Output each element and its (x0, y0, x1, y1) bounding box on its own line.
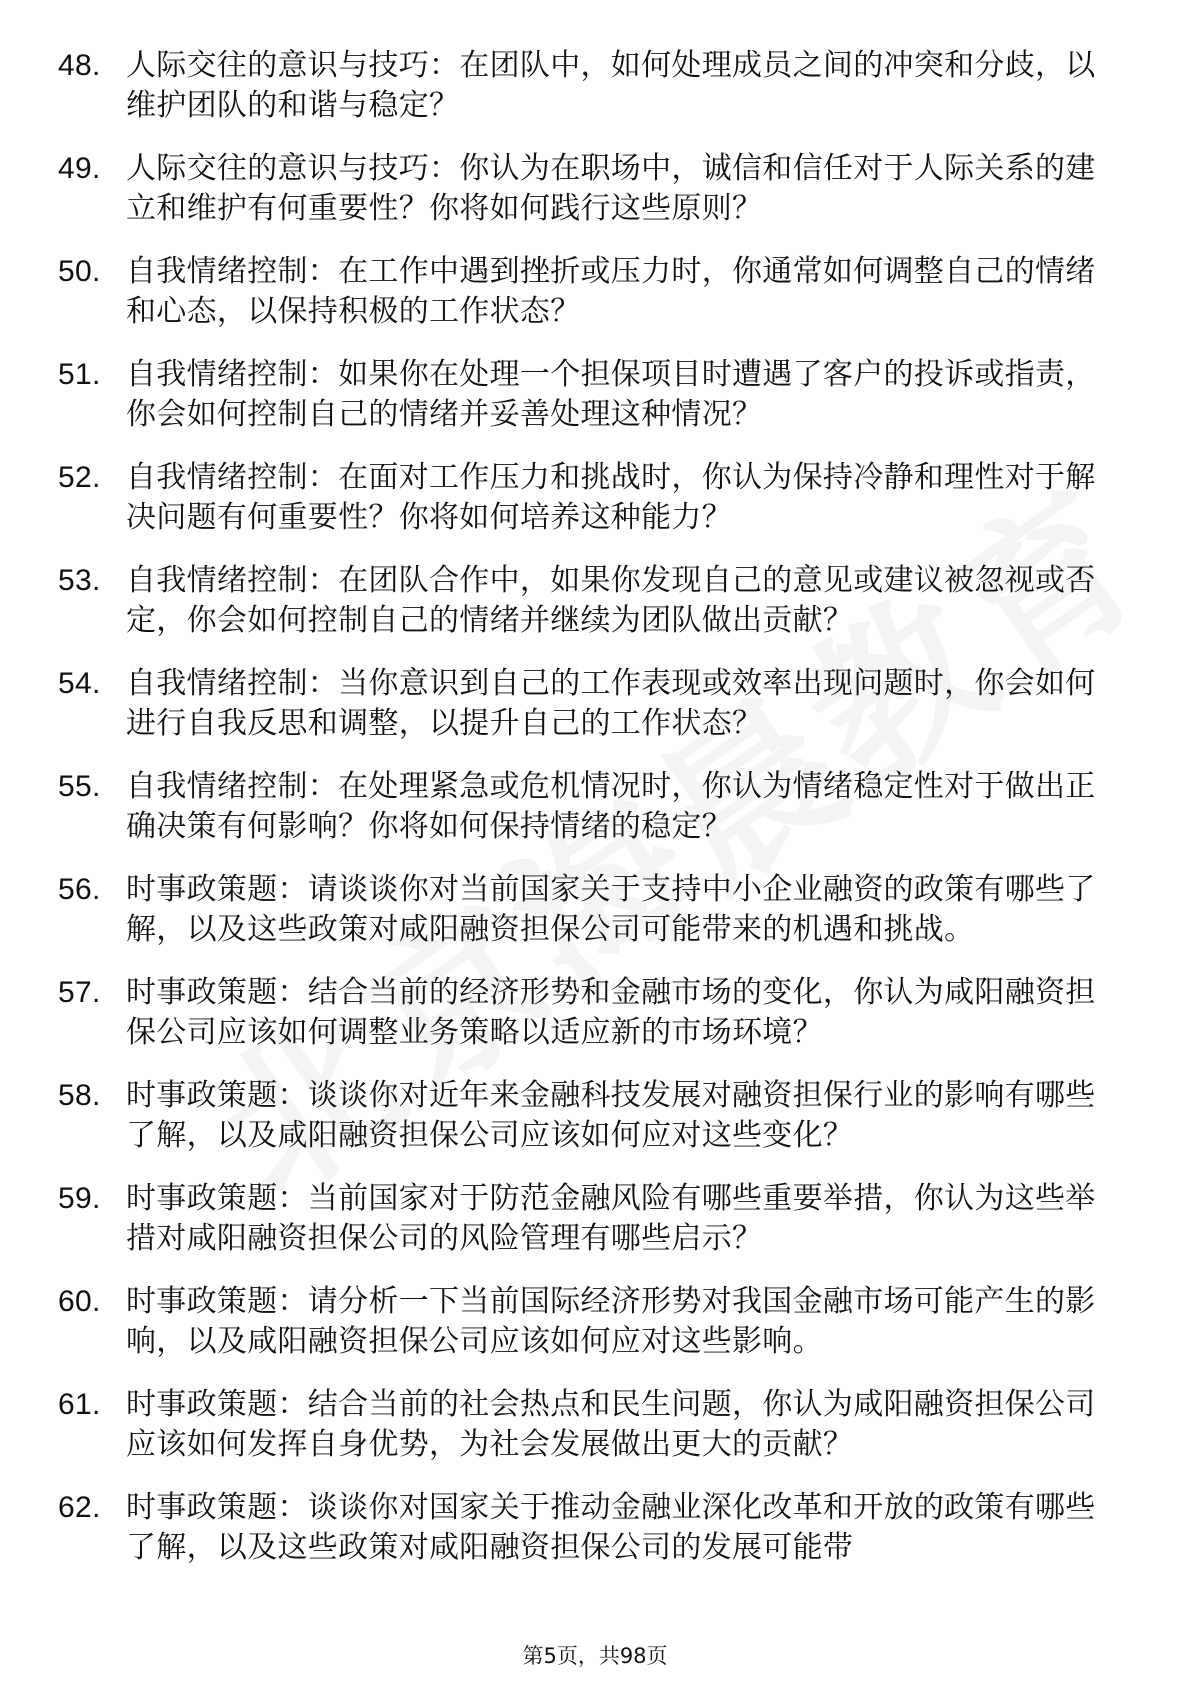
question-number: 53. (58, 564, 101, 597)
question-item (58, 664, 1108, 744)
question-item (58, 1282, 1108, 1362)
question-text: 时事政策题：请谈谈你对当前国家关于支持中小企业融资的政策有哪些了解，以及这些政策对咸阳融资担保公司可能带来的机遇和挑战。 (126, 872, 1096, 947)
question-number: 58. (58, 1079, 101, 1112)
question-item (58, 46, 1108, 126)
page-footer: 第5页，共98页 (522, 1644, 668, 1668)
question-text: 自我情绪控制：当你意识到自己的工作表现或效率出现问题时，你会如何进行自我反思和调整，以提升自己的工作状态？ (126, 666, 1096, 741)
question-item (58, 252, 1108, 332)
question-item (58, 767, 1108, 847)
question-item (58, 458, 1108, 538)
question-text: 时事政策题：结合当前的社会热点和民生问题，你认为咸阳融资担保公司应该如何发挥自身优势，为社会发展做出更大的贡献？ (126, 1387, 1096, 1462)
question-list (58, 46, 1108, 1591)
question-number: 49. (58, 152, 101, 185)
question-item (58, 149, 1108, 229)
question-number: 57. (58, 976, 101, 1009)
question-text: 人际交往的意识与技巧：在团队中，如何处理成员之间的冲突和分歧，以维护团队的和谐与稳定？ (126, 48, 1096, 123)
question-item (58, 561, 1108, 641)
question-text: 时事政策题：谈谈你对国家关于推动金融业深化改革和开放的政策有哪些了解，以及这些政策对咸阳融资担保公司的发展可能带 (126, 1490, 1096, 1565)
question-number: 60. (58, 1285, 101, 1318)
question-number: 59. (58, 1182, 101, 1215)
question-number: 48. (58, 49, 101, 82)
question-text: 时事政策题：谈谈你对近年来金融科技发展对融资担保行业的影响有哪些了解，以及咸阳融资担保公司应该如何应对这些变化？ (126, 1078, 1096, 1153)
question-number: 56. (58, 873, 101, 906)
question-text: 自我情绪控制：在团队合作中，如果你发现自己的意见或建议被忽视或否定，你会如何控制自己的情绪并继续为团队做出贡献？ (126, 563, 1096, 638)
question-item (58, 1179, 1108, 1259)
question-text: 自我情绪控制：在工作中遇到挫折或压力时，你通常如何调整自己的情绪和心态，以保持积极的工作状态？ (126, 254, 1096, 329)
question-text: 自我情绪控制：在面对工作压力和挑战时，你认为保持冷静和理性对于解决问题有何重要性？你将如何培养这种能力？ (126, 460, 1096, 535)
question-text: 时事政策题：请分析一下当前国际经济形势对我国金融市场可能产生的影响，以及咸阳融资担保公司应该如何应对这些影响。 (126, 1284, 1096, 1359)
question-item (58, 870, 1108, 950)
question-number: 61. (58, 1388, 101, 1421)
question-text: 时事政策题：当前国家对于防范金融风险有哪些重要举措，你认为这些举措对咸阳融资担保公司的风险管理有哪些启示？ (126, 1181, 1096, 1256)
question-number: 54. (58, 667, 101, 700)
question-number: 51. (58, 358, 101, 391)
question-item (58, 355, 1108, 435)
question-text: 自我情绪控制：如果你在处理一个担保项目时遭遇了客户的投诉或指责，你会如何控制自己的情绪并妥善处理这种情况？ (126, 357, 1096, 432)
question-text: 自我情绪控制：在处理紧急或危机情况时，你认为情绪稳定性对于做出正确决策有何影响？你将如何保持情绪的稳定？ (126, 769, 1096, 844)
question-number: 62. (58, 1491, 101, 1524)
question-item (58, 1076, 1108, 1156)
question-item (58, 1488, 1108, 1568)
question-item (58, 973, 1108, 1053)
question-text: 人际交往的意识与技巧：你认为在职场中，诚信和信任对于人际关系的建立和维护有何重要性？你将如何践行这些原则？ (126, 151, 1096, 226)
question-number: 50. (58, 255, 101, 288)
question-number: 52. (58, 461, 101, 494)
question-number: 55. (58, 770, 101, 803)
question-item (58, 1385, 1108, 1465)
question-text: 时事政策题：结合当前的经济形势和金融市场的变化，你认为咸阳融资担保公司应该如何调整业务策略以适应新的市场环境？ (126, 975, 1096, 1050)
